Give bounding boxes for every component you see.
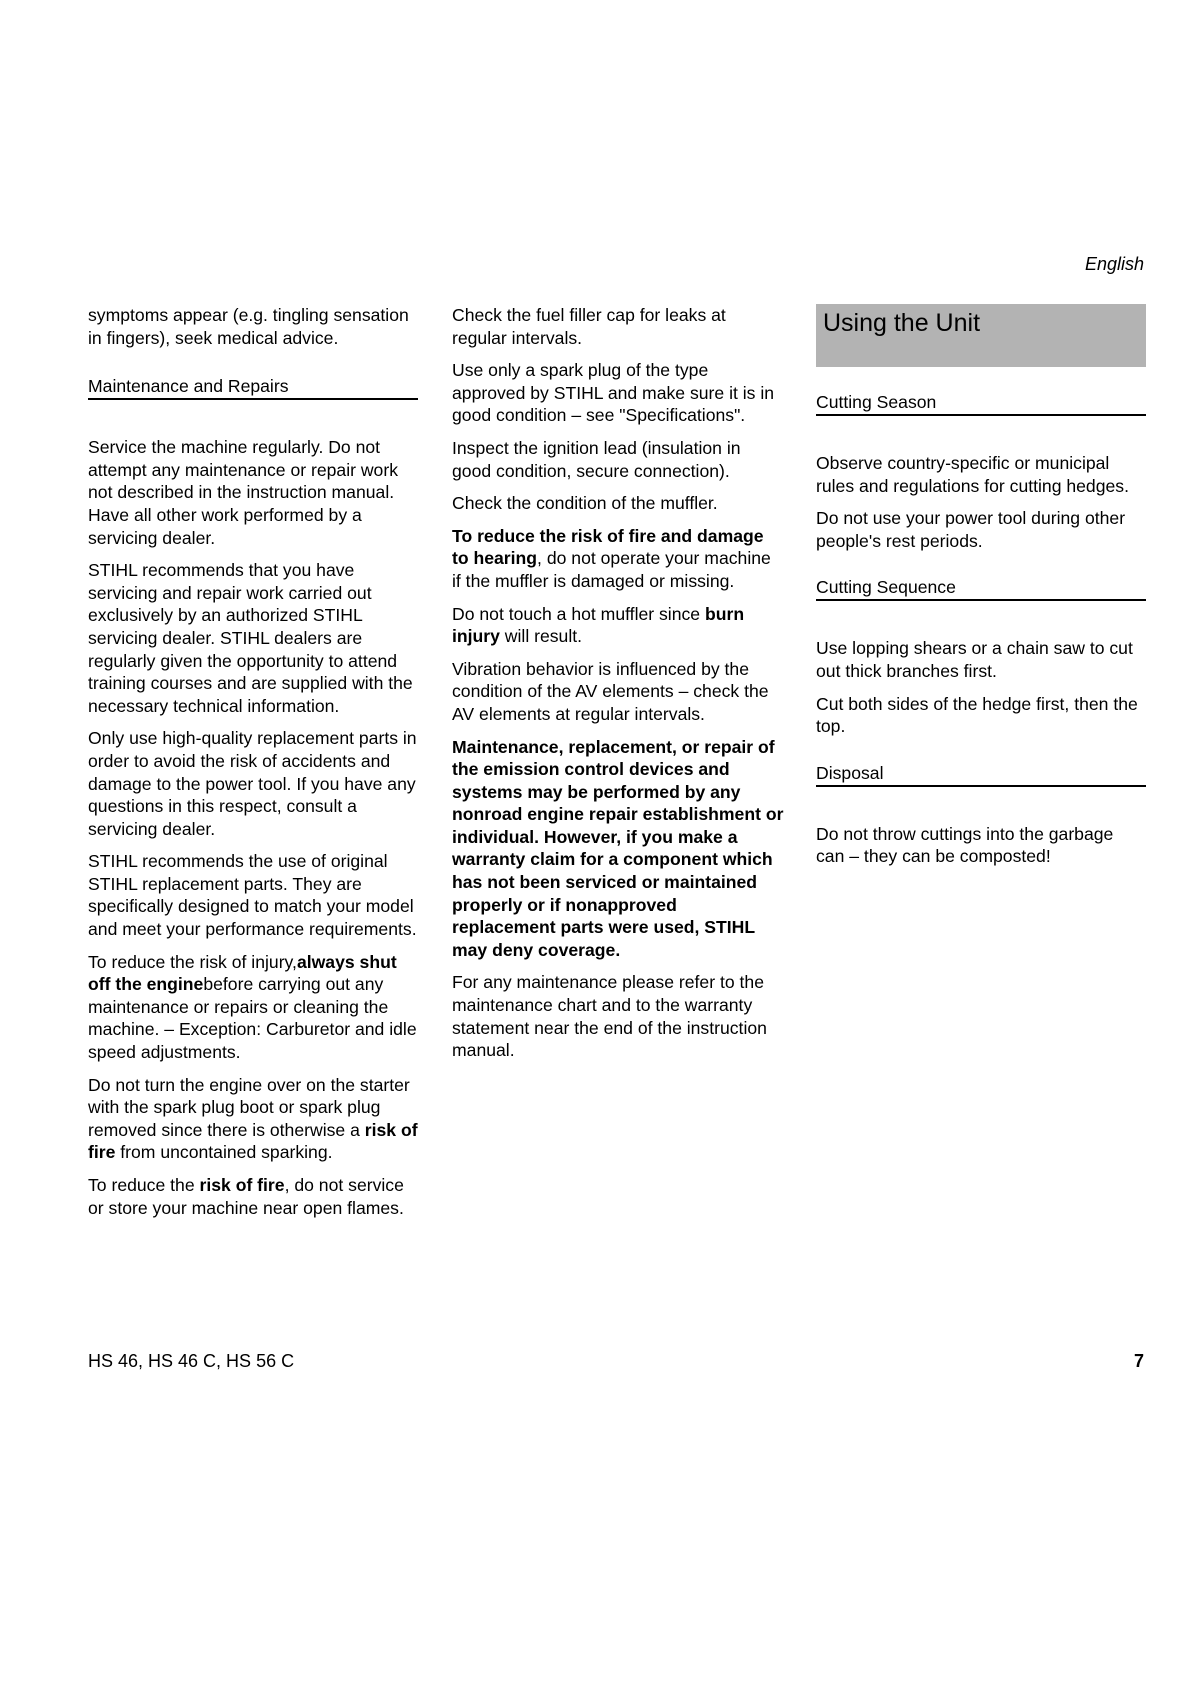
page-number: 7 (1133, 1351, 1144, 1371)
paragraph: Cut both sides of the hedge first, then the top. (816, 693, 1138, 737)
paragraph: To reduce the risk of fire, do not service or store your machine near open flames. (88, 1175, 404, 1218)
paragraph: Check the fuel filler cap for leaks at regular intervals. (452, 305, 726, 348)
heading-cutting-season: Cutting Season (816, 391, 1146, 416)
paragraph: Inspect the ignition lead (insulation in good condition, secure connection). (452, 437, 741, 481)
paragraph: Only use high-quality replacement parts in order to avoid the risk of accidents and damage to the power tool. If you have any questions in this respect, consult a servicing dealer. (88, 728, 417, 839)
paragraph: Do not use your power tool during other people's rest periods. (816, 508, 1126, 551)
heading-cutting-sequence: Cutting Sequence (816, 576, 1146, 601)
paragraph-intro: symptoms appear (e.g. tingling sensation in fingers), seek medical advice. (88, 305, 409, 348)
heading-maintenance-repairs: Maintenance and Repairs (88, 375, 418, 400)
heading-disposal: Disposal (816, 762, 1146, 787)
paragraph: STIHL recommends that you have servicing and repair work carried out exclusively by an authorized STIHL servicing dealer. STIHL dealers are regularly given the opportunity to attend training courses and are supplied with the necessary technical information. (88, 560, 413, 716)
paragraph: Service the machine regularly. Do not attempt any maintenance or repair work not described in the instruction manual. Have all other work performed by a servicing dealer. (88, 437, 398, 548)
paragraph-emission-warranty: Maintenance, replacement, or repair of the emission control devices and systems may be performed by any nonroad engine repair establishment or individual. However, if you make a warranty claim for a component which has not been serviced or maintained properly or if nonapproved replacement parts were used, STIHL may deny coverage. (452, 736, 784, 960)
paragraph: To reduce the risk of fire and damage to hearing, do not operate your machine if the muffler is damaged or missing. (452, 525, 771, 591)
language-label: English (1084, 254, 1144, 274)
paragraph: Use lopping shears or a chain saw to cut out thick branches first. (816, 638, 1133, 681)
paragraph: Observe country-specific or municipal rules and regulations for cutting hedges. (816, 453, 1129, 496)
paragraph: To reduce the risk of injury,always shut off the enginebefore carrying out any maintenance or repairs or cleaning the machine. – Exception: Carburetor and idle speed adjustments. (88, 951, 417, 1063)
section-title: Using the Unit (816, 304, 1146, 367)
paragraph: STIHL recommends the use of original STIHL replacement parts. They are specifically designed to match your model and meet your performance requirements. (88, 851, 417, 940)
footer-model: HS 46, HS 46 C, HS 56 C (88, 1351, 295, 1371)
paragraph: Do not touch a hot muffler since burn injury will result. (452, 603, 745, 647)
paragraph: Check the condition of the muffler. (452, 493, 718, 514)
column-right (816, 304, 1146, 878)
paragraph: Vibration behavior is influenced by the condition of the AV elements – check the AV elements at regular intervals. (452, 658, 769, 724)
paragraph: Do not turn the engine over on the starter with the spark plug boot or spark plug removed since there is otherwise a risk of fire from uncontained sparking. (88, 1074, 418, 1163)
paragraph: Use only a spark plug of the type approved by STIHL and make sure it is in good condition – see "Specifications". (452, 360, 775, 426)
column-left (88, 304, 418, 1229)
paragraph: For any maintenance please refer to the maintenance chart and to the warranty statement near the end of the instruction manual. (452, 972, 767, 1061)
column-middle (452, 304, 784, 1072)
paragraph: Do not throw cuttings into the garbage can – they can be composted! (816, 823, 1114, 867)
